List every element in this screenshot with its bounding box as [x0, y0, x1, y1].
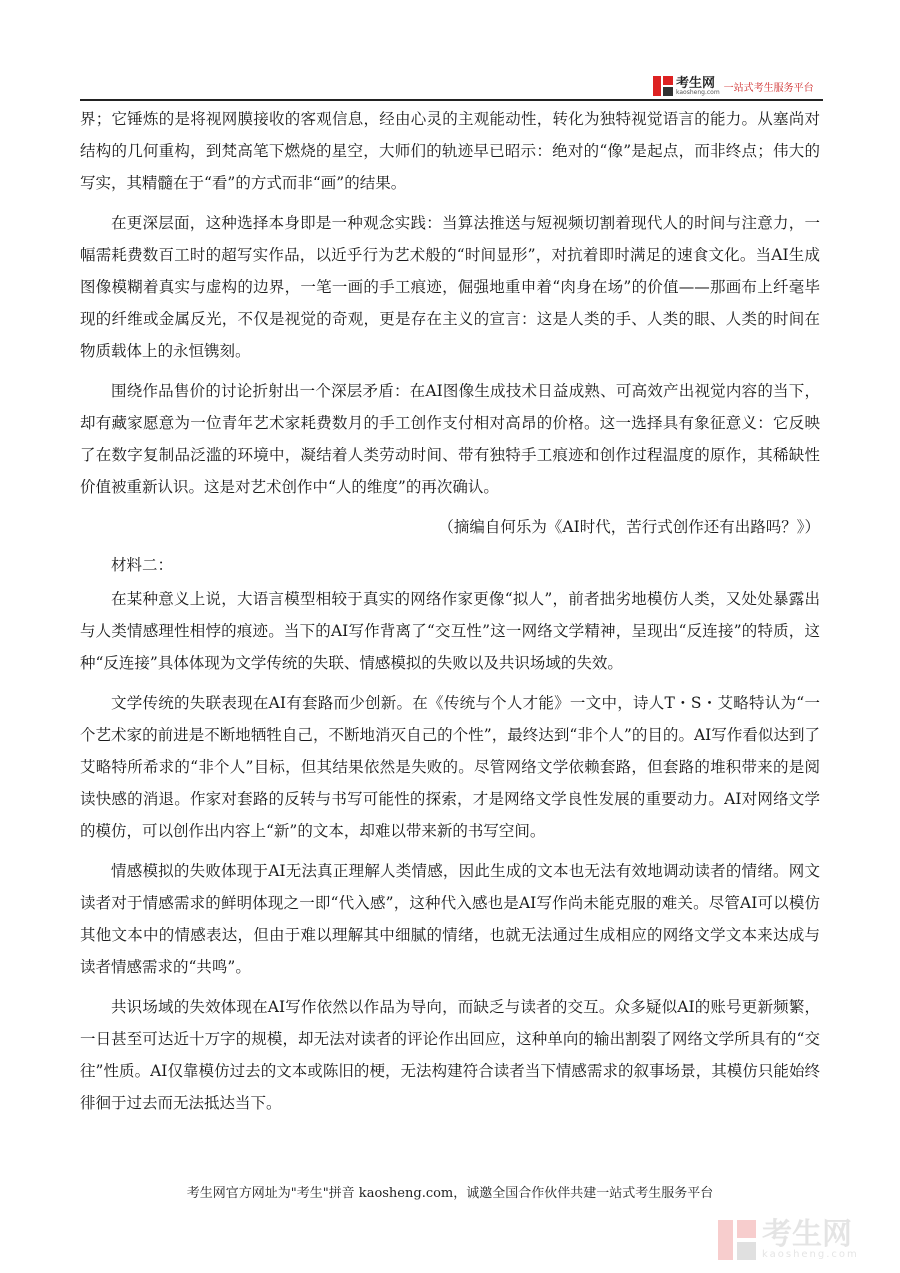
paragraph: 在更深层面，这种选择本身即是一种观念实践：当算法推送与短视频切割着现代人的时间与注意力，一幅需耗费数百工时的超写实作品，以近乎行为艺术般的“时间显形”，对抗着即时满足的速食文化。当AI生成图像模糊着真实与虚构的边界，一笔一画的手工痕迹，倔强地重申着“肉身在场”的价值——那画布上纤毫毕现的纤维或金属反光，不仅是视觉的奇观，更是存在主义的宣言：这是人类的手、人类的眼、人类的时间在物质载体上的永恒镌刻。 [80, 214, 820, 360]
logo-tagline: 一站式考生服务平台 [723, 82, 814, 94]
header-logo [653, 74, 823, 98]
watermark-logo [718, 1215, 888, 1265]
material-label: 材料二： [111, 556, 174, 574]
logo-text [676, 77, 720, 96]
paragraph: 围绕作品售价的讨论折射出一个深层矛盾：在AI图像生成技术日益成熟、可高效产出视觉内容的当下，却有藏家愿意为一位青年艺术家耗费数月的手工创作支付相对高昂的价格。这一选择具有象征意义：它反映了在数字复制品泛滥的环境中，凝结着人类劳动时间、带有独特手工痕迹和创作过程温度的原作，其稀缺性价值被重新认识。这是对艺术创作中“人的维度”的再次确认。 [80, 382, 820, 496]
watermark-name: 考生网 [762, 1217, 852, 1252]
watermark-logo-icon [718, 1220, 756, 1260]
paragraph: 共识场域的失效体现在AI写作依然以作品为导向，而缺乏与读者的交互。众多疑似AI的账号更新频繁，一日甚至可达近十万字的规模，却无法对读者的评论作出回应，这种单向的输出割裂了网络文学所具有的“交往”性质。AI仅靠模仿过去的文本或陈旧的梗，无法构建符合读者当下情感需求的叙事场景，其模仿只能始终徘徊于过去而无法抵达当下。 [80, 998, 820, 1112]
logo-name: 考生网 [676, 75, 716, 91]
document-body [80, 101, 820, 1127]
paragraph: 在某种意义上说，大语言模型相较于真实的网络作家更像“拟人”，前者拙劣地模仿人类，又处处暴露出与人类情感理性相悖的痕迹。当下的AI写作背离了“交互性”这一网络文学精神，呈现出“反连接”的特质，这种“反连接”具体体现为文学传统的失联、情感模拟的失败以及共识场域的失效。 [80, 590, 820, 672]
paragraph-continuation: 界；它锤炼的是将视网膜接收的客观信息，经由心灵的主观能动性，转化为独特视觉语言的能力。从塞尚对结构的几何重构，到梵高笔下燃烧的星空，大师们的轨迹早已昭示：绝对的“像”是起点，而非终点；伟大的写实，其精髓在于“看”的方式而非“画”的结果。 [80, 110, 820, 192]
paragraph: 文学传统的失联表现在AI有套路而少创新。在《传统与个人才能》一文中，诗人T・S・艾略特认为“一个艺术家的前进是不断地牺牲自己，不断地消灭自己的个性”，最终达到“非个人”的目的。AI写作看似达到了艾略特所希求的“非个人”目标，但其结果依然是失败的。尽管网络文学依赖套路，但套路的堆积带来的是阅读快感的消退。作家对套路的反转与书写可能性的探索，才是网络文学良性发展的重要动力。AI对网络文学的模仿，可以创作出内容上“新”的文本，却难以带来新的书写空间。 [80, 694, 820, 840]
watermark-url: kaosheng.com [762, 1249, 859, 1260]
footer-text: 考生网官方网址为"考生"拼音 kaosheng.com，诚邀全国合作伙伴共建一站式考生服务平台 [186, 1186, 714, 1201]
watermark-text [762, 1217, 859, 1260]
kaosheng-logo-icon [653, 76, 673, 96]
source-citation: （摘编自何乐为《AI时代，苦行式创作还有出路吗？》） [438, 518, 820, 536]
logo-url: kaosheng.com [676, 88, 720, 96]
paragraph: 情感模拟的失败体现于AI无法真正理解人类情感，因此生成的文本也无法有效地调动读者的情绪。网文读者对于情感需求的鲜明体现之一即“代入感”，这种代入感也是AI写作尚未能克服的难关。尽管AI可以模仿其他文本中的情感表达，但由于难以理解其中细腻的情绪，也就无法通过生成相应的网络文学文本来达成与读者情感需求的“共鸣”。 [80, 862, 820, 976]
